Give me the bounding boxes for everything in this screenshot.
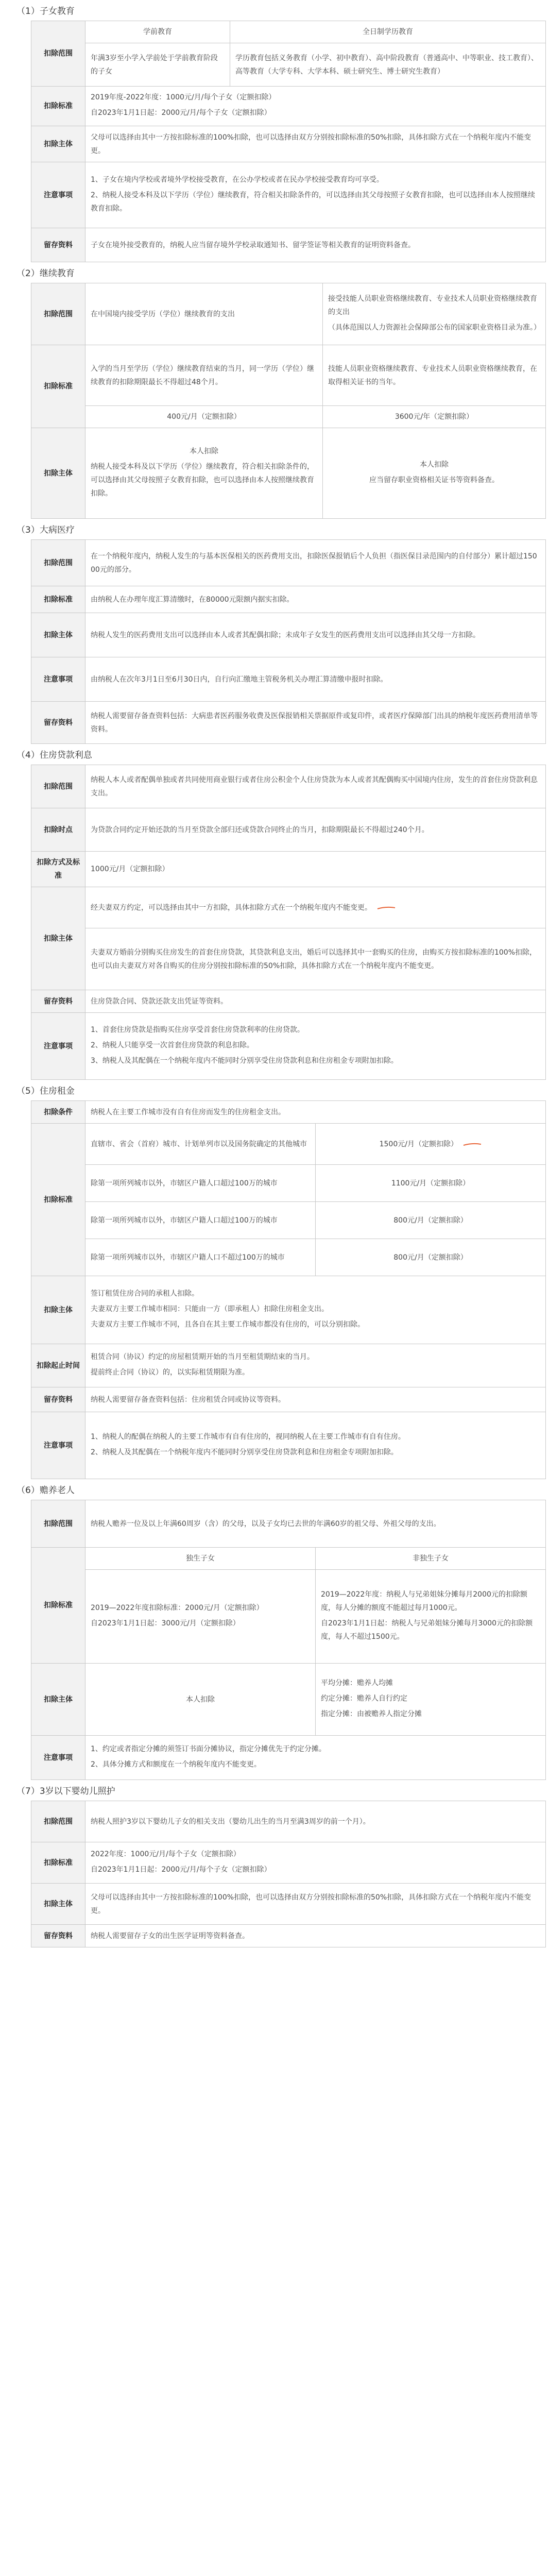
continuing-education-table [31, 283, 546, 519]
paragraph: 2019—2022年度：纳税人与兄弟姐妹分摊每月2000元的扣除额度，每人分摊的额度不能超过每月1000元。 [321, 1590, 527, 1612]
cell-text: 子女在境外接受教育的，纳税人应当留存境外学校录取通知书、留学签证等相关教育的证明资料备查。 [85, 228, 546, 262]
cell-text: 本人扣除 [85, 1664, 316, 1736]
cell-text: 父母可以选择由其中一方按扣除标准的100%扣除，也可以选择由双方分别按扣除标准的50%扣除，具体扣除方式在一个纳税年度内不能变更。 [85, 126, 546, 162]
cell-text: 由纳税人在办理年度汇算清缴时，在80000元限额内据实扣除。 [85, 586, 546, 613]
cell-text: 技能人员职业资格继续教育、专业技术人员职业资格继续教育，在取得相关证书的当年。 [323, 345, 546, 406]
row-label: 扣除主体 [31, 887, 85, 990]
cell-text: 在一个纳税年度内，纳税人发生的与基本医保相关的医药费用支出，扣除医保报销后个人负担（指医保目录范围内的自付部分）累计超过15000元的部分。 [85, 540, 546, 586]
row-label: 留存资料 [31, 702, 85, 744]
row-label: 扣除范围 [31, 283, 85, 345]
paragraph: 经夫妻双方约定，可以选择由其中一方扣除，具体扣除方式在一个纳税年度内不能变更。 [91, 903, 372, 912]
cell-text: 纳税人在主要工作城市没有自有住房而发生的住房租金支出。 [85, 1101, 546, 1124]
infant-care-table [31, 1801, 546, 1947]
paragraph: 提前终止合同（协议）的，以实际租赁期限为准。 [91, 1368, 249, 1377]
housing-loan-table [31, 765, 546, 1080]
cell-text [85, 887, 546, 928]
paragraph: （具体范围以人力资源社会保障部公布的国家职业资格目录为准。） [328, 323, 541, 332]
row-label: 扣除标准 [31, 1842, 85, 1884]
paragraph: 自2023年1月1日起：纳税人与兄弟姐妹分摊每月3000元的扣除额度，每人不超过1500元。 [321, 1619, 533, 1641]
cell-text [85, 428, 323, 519]
row-label: 扣除时点 [31, 808, 85, 852]
row-label: 留存资料 [31, 228, 85, 262]
pen-mark-icon [377, 906, 396, 910]
paragraph: 1、纳税人的配偶在纳税人的主要工作城市有自有住房的，视同纳税人在主要工作城市有自有住房。 [91, 1432, 405, 1441]
section-continuing-education [11, 267, 541, 519]
cell-text: 直辖市、省会（首府）城市、计划单列市以及国务院确定的其他城市 [85, 1124, 316, 1165]
paragraph: 夫妻双方主要工作城市相同：只能由一方（即承租人）扣除住房租金支出。 [91, 1304, 329, 1313]
row-label: 扣除标准 [31, 1548, 85, 1664]
row-label: 扣除标准 [31, 87, 85, 126]
paragraph: 租赁合同（协议）约定的房屋租赁期开始的当月至租赁期结束的当月。 [91, 1352, 314, 1361]
row-label: 扣除范围 [31, 765, 85, 808]
section-elderly-support [11, 1484, 538, 1780]
column-header: 非独生子女 [316, 1548, 546, 1570]
paragraph: 2、纳税人接受本科及以下学历（学位）继续教育，符合相关扣除条件的，可以选择由其父母按照子女教育扣除，也可以选择由本人按照继续教育扣除。 [91, 191, 535, 213]
paragraph: 签订租赁住房合同的承租人扣除。 [91, 1289, 199, 1298]
paragraph: 2019年度-2022年度：1000元/月/每个子女（定额扣除） [91, 93, 276, 101]
cell-text: 在中国境内接受学历（学位）继续教育的支出 [85, 283, 323, 345]
cell-text: 纳税人需要留存子女的出生医学证明等资料备查。 [85, 1925, 546, 1947]
paragraph: 应当留存职业资格相关证书等资料备查。 [369, 476, 499, 484]
cell-text: 纳税人需要留存备查资料包括：住房租赁合同或协议等资料。 [85, 1387, 546, 1412]
cell-text: 住房贷款合同、贷款还款支出凭证等资料。 [85, 990, 546, 1013]
paragraph: 夫妻双方主要工作城市不同，且各自在其主要工作城市都没有住房的，可以分别扣除。 [91, 1320, 365, 1329]
row-label: 扣除范围 [31, 1500, 85, 1548]
paragraph: 指定分摊：由被赡养人指定分摊 [321, 1709, 422, 1718]
paragraph: 2019—2022年度扣除标准：2000元/月（定额扣除） [91, 1603, 264, 1612]
cell-text [85, 162, 546, 228]
row-label: 注意事项 [31, 162, 85, 228]
row-label: 扣除主体 [31, 613, 85, 657]
column-header: 学前教育 [85, 21, 230, 43]
cell-text: 学历教育包括义务教育（小学、初中教育）、高中阶段教育（普通高中、中等职业、技工教育）、高等教育（大学专科、大学本科、硕士研究生、博士研究生教育） [230, 43, 546, 87]
paragraph: 自2023年1月1日起：2000元/月/每个子女（定额扣除） [91, 1865, 271, 1874]
cell-text [323, 428, 546, 519]
cell-text: 800元/月（定额扣除） [316, 1202, 546, 1239]
row-label: 扣除主体 [31, 1664, 85, 1736]
cell-text: 入学的当月至学历（学位）继续教育结束的当月，同一学历（学位）继续教育的扣除期限最长不得超过48个月。 [85, 345, 323, 406]
row-label: 扣除范围 [31, 1801, 85, 1842]
column-header: 独生子女 [85, 1548, 316, 1570]
cell-text [85, 1013, 546, 1080]
paragraph: 接受技能人员职业资格继续教育、专业技术人员职业资格继续教育的支出 [328, 294, 537, 316]
paragraph: 2022年度：1000元/月/每个子女（定额扣除） [91, 1850, 241, 1858]
cell-text [85, 1276, 546, 1344]
cell-text [85, 1344, 546, 1387]
cell-text: 3600元/年（定额扣除） [323, 406, 546, 428]
cell-text: 为贷款合同约定开始还款的当月至贷款全部归还或贷款合同终止的当月，扣除期限最长不得超过240个月。 [85, 808, 546, 852]
paragraph: 自2023年1月1日起：2000元/月/每个子女（定额扣除） [91, 109, 271, 117]
row-label: 扣除范围 [31, 540, 85, 586]
cell-text: 1000元/月（定额扣除） [85, 852, 546, 887]
cell-text: 除第一项所列城市以外，市辖区户籍人口不超过100万的城市 [85, 1239, 316, 1276]
row-label: 留存资料 [31, 1387, 85, 1412]
row-label: 扣除主体 [31, 428, 85, 519]
paragraph: 本人扣除 [420, 460, 449, 469]
paragraph: 2、纳税人及其配偶在一个纳税年度内不能同时分别享受住房贷款利息和住房租金专项附加扣除。 [91, 1448, 398, 1456]
paragraph: 1、子女在境内学校或者境外学校接受教育，在公办学校或者在民办学校接受教育均可享受。 [91, 175, 384, 184]
child-education-table [31, 21, 546, 262]
cell-text [323, 283, 546, 345]
paragraph: 纳税人接受本科及以下学历（学位）继续教育，符合相关扣除条件的，可以选择由其父母按照子女教育扣除，也可以选择由本人按照继续教育扣除。 [91, 462, 314, 498]
row-label: 扣除主体 [31, 1276, 85, 1344]
section-title: （5）住房租金 [16, 1086, 75, 1096]
section-child-education [11, 5, 538, 262]
cell-text: 1100元/月（定额扣除） [316, 1165, 546, 1202]
serious-illness-table [31, 539, 546, 744]
cell-text: 除第一项所列城市以外，市辖区户籍人口超过100万的城市 [85, 1165, 316, 1202]
cell-text: 纳税人赡养一位及以上年满60周岁（含）的父母，以及子女均已去世的年满60岁的祖父母、外祖父母的支出。 [85, 1500, 546, 1548]
cell-text [85, 1842, 546, 1884]
section-serious-illness [11, 524, 538, 744]
paragraph: 平均分摊：赡养人均摊 [321, 1679, 393, 1687]
housing-rent-table [31, 1100, 546, 1479]
row-label: 扣除条件 [31, 1101, 85, 1124]
row-label: 注意事项 [31, 657, 85, 702]
cell-text: 纳税人发生的医药费用支出可以选择由本人或者其配偶扣除；未成年子女发生的医药费用支出可以选择由其父母一方扣除。 [85, 613, 546, 657]
section-housing-rent [11, 1085, 538, 1479]
cell-text [316, 1124, 546, 1165]
cell-text: 400元/月（定额扣除） [85, 406, 323, 428]
row-label: 扣除方式及标准 [31, 852, 85, 887]
cell-text [85, 1736, 546, 1780]
section-title: （1）子女教育 [16, 6, 75, 16]
row-label: 留存资料 [31, 1925, 85, 1947]
cell-text: 由纳税人在次年3月1日至6月30日内，自行向汇缴地主管税务机关办理汇算清缴申报时扣除。 [85, 657, 546, 702]
paragraph: 1、约定或者指定分摊的须签订书面分摊协议，指定分摊优先于约定分摊。 [91, 1744, 326, 1753]
row-label: 注意事项 [31, 1736, 85, 1780]
pen-mark-icon [463, 1142, 482, 1146]
section-title: （6）赡养老人 [16, 1485, 75, 1496]
cell-text: 父母可以选择由其中一方按扣除标准的100%扣除，也可以选择由双方分别按扣除标准的50%扣除，具体扣除方式在一个纳税年度内不能变更。 [85, 1884, 546, 1925]
paragraph: 2、纳税人只能享受一次首套住房贷款的利息扣除。 [91, 1041, 254, 1049]
row-label: 扣除范围 [31, 21, 85, 87]
paragraph: 2、具体分摊方式和额度在一个纳税年度内不能变更。 [91, 1760, 261, 1769]
cell-text [316, 1664, 546, 1736]
cell-text [85, 1412, 546, 1479]
cell-text: 纳税人本人或者配偶单独或者共同使用商业银行或者住房公积金个人住房贷款为本人或者其配偶购买中国境内住房，发生的首套住房贷款利息支出。 [85, 765, 546, 808]
row-label: 扣除主体 [31, 126, 85, 162]
cell-text [316, 1570, 546, 1664]
cell-text [85, 1570, 316, 1664]
cell-text: 纳税人需要留存备查资料包括：大病患者医药服务收费及医保报销相关票据原件或复印件，或者医疗保障部门出具的纳税年度医药费用清单等资料。 [85, 702, 546, 744]
cell-text: 纳税人照护3岁以下婴幼儿子女的相关支出（婴幼儿出生的当月至满3周岁的前一个月）。 [85, 1801, 546, 1842]
amount: 1500元/月（定额扣除） [379, 1140, 458, 1148]
row-label: 扣除起止时间 [31, 1344, 85, 1387]
cell-text: 年满3岁至小学入学前处于学前教育阶段的子女 [85, 43, 230, 87]
elderly-support-table [31, 1500, 546, 1780]
row-label: 扣除主体 [31, 1884, 85, 1925]
cell-text: 夫妻双方婚前分别购买住房发生的首套住房贷款，其贷款利息支出，婚后可以选择其中一套购买的住房，由购买方按扣除标准的100%扣除，也可以由夫妻双方对各自购买的住房分别按扣除标准的50%扣除，具体扣除方式在一个纳税年度内不能变更。 [85, 928, 546, 990]
row-label: 扣除标准 [31, 345, 85, 428]
row-label: 注意事项 [31, 1412, 85, 1479]
paragraph: 1、首套住房贷款是指购买住房享受首套住房贷款利率的住房贷款。 [91, 1025, 304, 1034]
section-infant-care [11, 1785, 538, 1947]
section-title: （7）3岁以下婴幼儿照护 [16, 1786, 115, 1797]
section-housing-loan-interest [11, 749, 538, 1080]
cell-text: 800元/月（定额扣除） [316, 1239, 546, 1276]
row-label: 注意事项 [31, 1013, 85, 1080]
row-label: 留存资料 [31, 990, 85, 1013]
paragraph: 约定分摊：赡养人自行约定 [321, 1694, 407, 1703]
paragraph: 自2023年1月1日起：3000元/月（定额扣除） [91, 1619, 240, 1628]
row-label: 扣除标准 [31, 586, 85, 613]
cell-text: 除第一项所列城市以外，市辖区户籍人口超过100万的城市 [85, 1202, 316, 1239]
paragraph: 3、纳税人及其配偶在一个纳税年度内不能同时分别享受住房贷款利息和住房租金专项附加扣除。 [91, 1056, 398, 1065]
section-title: （2）继续教育 [16, 268, 75, 279]
paragraph: 本人扣除 [190, 447, 218, 455]
section-title: （3）大病医疗 [16, 525, 75, 535]
section-title: （4）住房贷款利息 [16, 750, 92, 760]
cell-text [85, 87, 546, 126]
row-label: 扣除标准 [31, 1124, 85, 1276]
column-header: 全日制学历教育 [230, 21, 546, 43]
